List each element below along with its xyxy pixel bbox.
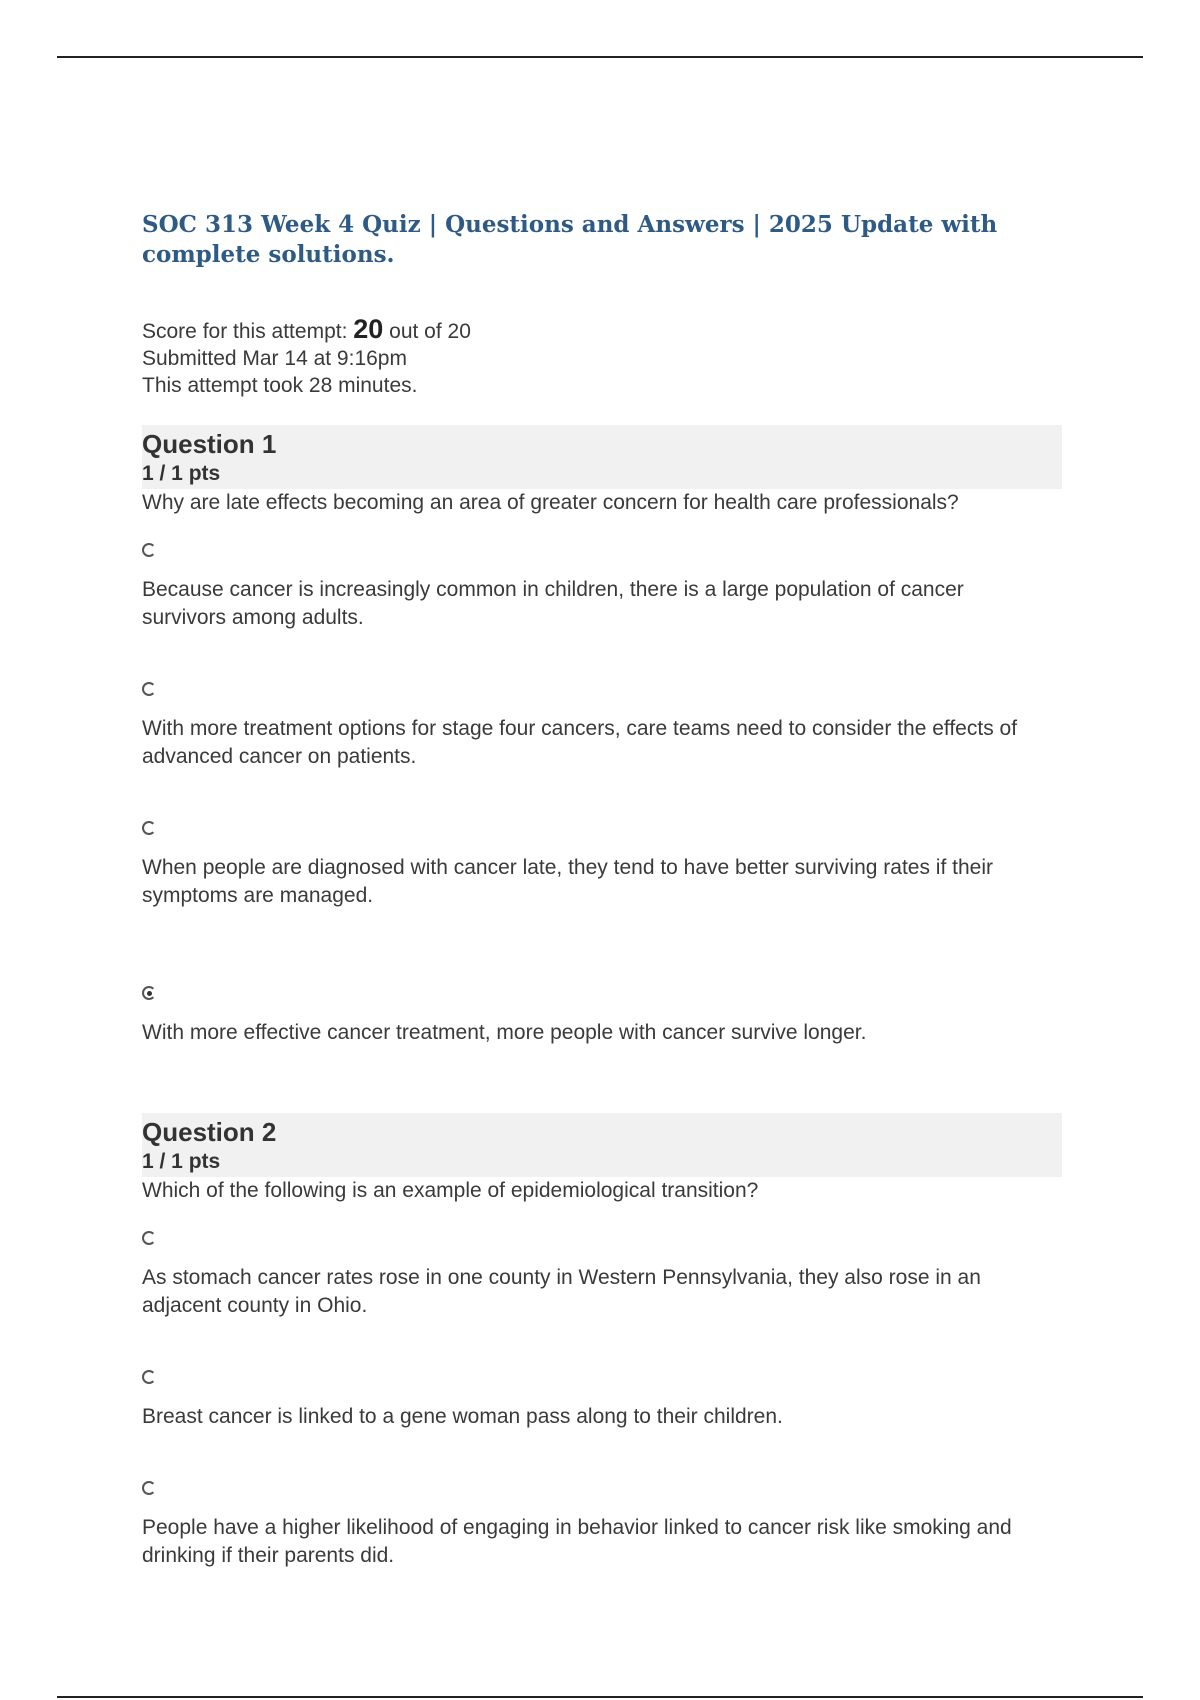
question-points: 1 / 1 pts: [142, 462, 221, 485]
answer-text: With more effective cancer treatment, more people with cancer survive longer.: [142, 1021, 867, 1044]
radio-icon[interactable]: [142, 1231, 156, 1245]
bottom-rule: [57, 1696, 1143, 1698]
answer-text: Because cancer is increasingly common in children, there is a large population of cancer survivors among adults.: [142, 578, 964, 629]
question-points: 1 / 1 pts: [142, 1150, 221, 1173]
duration-line: This attempt took 28 minutes.: [142, 374, 418, 397]
question-title: Question 1: [142, 429, 277, 459]
radio-icon[interactable]: [142, 1481, 156, 1495]
answer-text: As stomach cancer rates rose in one county in Western Pennsylvania, they also rose in an adjacent county in Ohio.: [142, 1266, 981, 1317]
score-prefix: Score for this attempt:: [142, 320, 354, 343]
question-1: [142, 425, 1062, 1047]
answer-option[interactable]: [142, 1481, 1062, 1570]
document-title: SOC 313 Week 4 Quiz | Questions and Answers | 2025 Update with complete solutions.: [142, 211, 998, 268]
radio-icon[interactable]: [142, 1370, 156, 1384]
answer-text: When people are diagnosed with cancer late, they tend to have better surviving rates if their symptoms are managed.: [142, 856, 993, 907]
score-line: [142, 316, 1062, 345]
answer-option[interactable]: [142, 1370, 1062, 1431]
radio-selected-icon[interactable]: [142, 986, 156, 1000]
answer-option[interactable]: [142, 682, 1062, 771]
question-title: Question 2: [142, 1117, 277, 1147]
question-header: [142, 1113, 1062, 1177]
question-text: Which of the following is an example of epidemiological transition?: [142, 1179, 759, 1202]
score-value: 20: [353, 314, 384, 344]
top-rule: [57, 56, 1143, 58]
question-text: Why are late effects becoming an area of greater concern for health care professionals?: [142, 491, 959, 514]
answer-text: Breast cancer is linked to a gene woman pass along to their children.: [142, 1405, 783, 1428]
answer-option-selected[interactable]: [142, 986, 1062, 1047]
page-content: [142, 210, 1062, 1570]
question-2: [142, 1113, 1062, 1570]
answer-text: With more treatment options for stage four cancers, care teams need to consider the effects of advanced cancer on patients.: [142, 717, 1018, 768]
submitted-line: Submitted Mar 14 at 9:16pm: [142, 347, 407, 370]
radio-icon[interactable]: [142, 682, 156, 696]
question-header: [142, 425, 1062, 489]
answer-option[interactable]: [142, 543, 1062, 632]
radio-icon[interactable]: [142, 543, 156, 557]
answer-option[interactable]: [142, 821, 1062, 910]
attempt-summary: [142, 316, 1062, 399]
answer-option[interactable]: [142, 1231, 1062, 1320]
answer-text: People have a higher likelihood of engaging in behavior linked to cancer risk like smoking and drinking if their parents did.: [142, 1516, 1012, 1567]
score-suffix: out of 20: [383, 320, 471, 343]
radio-icon[interactable]: [142, 821, 156, 835]
